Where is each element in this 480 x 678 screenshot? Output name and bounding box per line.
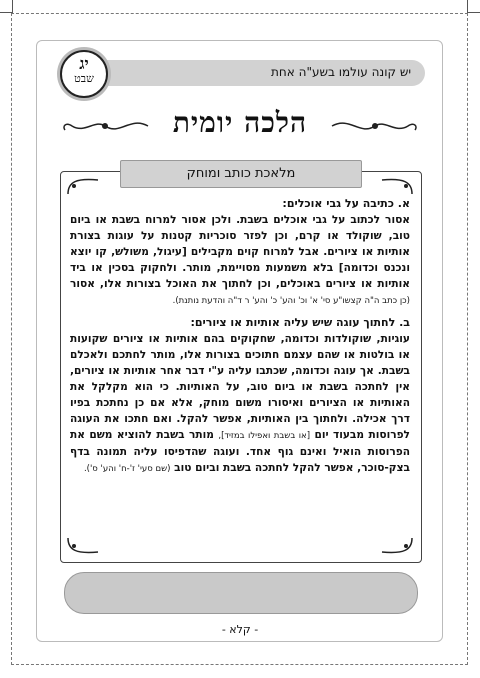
page-number: - קלא -: [221, 623, 259, 636]
paragraph-body: אסור לכתוב על גבי אוכלים בשבת. ולכן אסור למרוח בשבת או ביום טוב, שוקולד או קרם, וכן לפזר סוכריות קטנות על עוגות בצורת אותיות או ציורים. אבל למרוח קוים מקבילים [עיגול, משולש, קו יוצא ונכנס וכדומה] בלא משמעות מסויימת, מותר. ולחקוק בסכין או ביד אותיות או ציורים באוכלים, וכן לחתוך את האוכל בצורות אלו, אסור: [70, 214, 410, 290]
corner-ornament-icon: [66, 176, 100, 196]
title-banner: [60, 104, 420, 144]
paragraph-heading: ב. לחתוך עוגה שיש עליה אותיות או ציורים:: [190, 316, 410, 329]
section-title: מלאכת כותב ומוחק: [186, 166, 296, 181]
paragraph-1: [70, 196, 410, 309]
paragraph-body-continued: מותר בשבת להוציא משם את הפרוסות הואיל ואינם גוף אחד. ועוגה שהדפיסו עליה תמונה בדף בצק-סוכר, אפשר להקל לחתכה בשבת וביום טוב: [70, 429, 410, 474]
corner-ornament-icon: [380, 536, 414, 556]
footer-band: [64, 572, 418, 614]
corner-ornament-icon: [66, 536, 100, 556]
source-inline: [או בשבת ואפילו במזיד],: [218, 431, 311, 441]
crop-mark-top-right: [467, 0, 480, 13]
date-badge: [60, 50, 108, 98]
date-month: שבט: [74, 72, 94, 85]
flourish-right-icon: [330, 114, 420, 138]
paragraph-2: [70, 315, 410, 477]
paragraph-body: עוגיות, שוקולדות וכדומה, שחקוקים בהם אותיות או ציורים שקועות או בולטות או שהם עצמם חתוכים בצורות אלו, מותר לחתכם ולאכלם בשבת. אך עוגה וכדומה, שכתבו עליה ע"י דבר אחר אותיות או ציורים, אין לחתכה בשבת או ביום טוב, על האותיות. כי הוא מקלקל את האותיות או הציורים ואיסורו משום מוחק, אלא אם כן נחתכת בפיו דרך אכילה. ולחתוך בין האותיות, אפשר להקל. ואם חתכו את העוגה לפרוסות מבעוד יום: [70, 333, 410, 441]
paragraph-heading: א. כתיבה על גבי אוכלים:: [282, 197, 410, 210]
corner-ornament-icon: [380, 176, 414, 196]
page-title: הלכה יומית: [172, 106, 308, 139]
topic-bar: [80, 60, 425, 86]
crop-mark-top-left: [0, 0, 13, 13]
date-day: יג: [79, 54, 89, 73]
source-citation: (כן כתב ה"ה קצשו"ע סי' א' וכ' והע' כ' והע' ר ד"ה והדעת נותנת).: [172, 296, 410, 306]
section-header: [120, 160, 362, 188]
source-citation: (שם סעי' ז'-ח' והע' ס').: [83, 464, 171, 474]
topic-text: יש קונה עולמו בשע"ה אחת: [271, 65, 411, 79]
halacha-content: [70, 196, 410, 483]
